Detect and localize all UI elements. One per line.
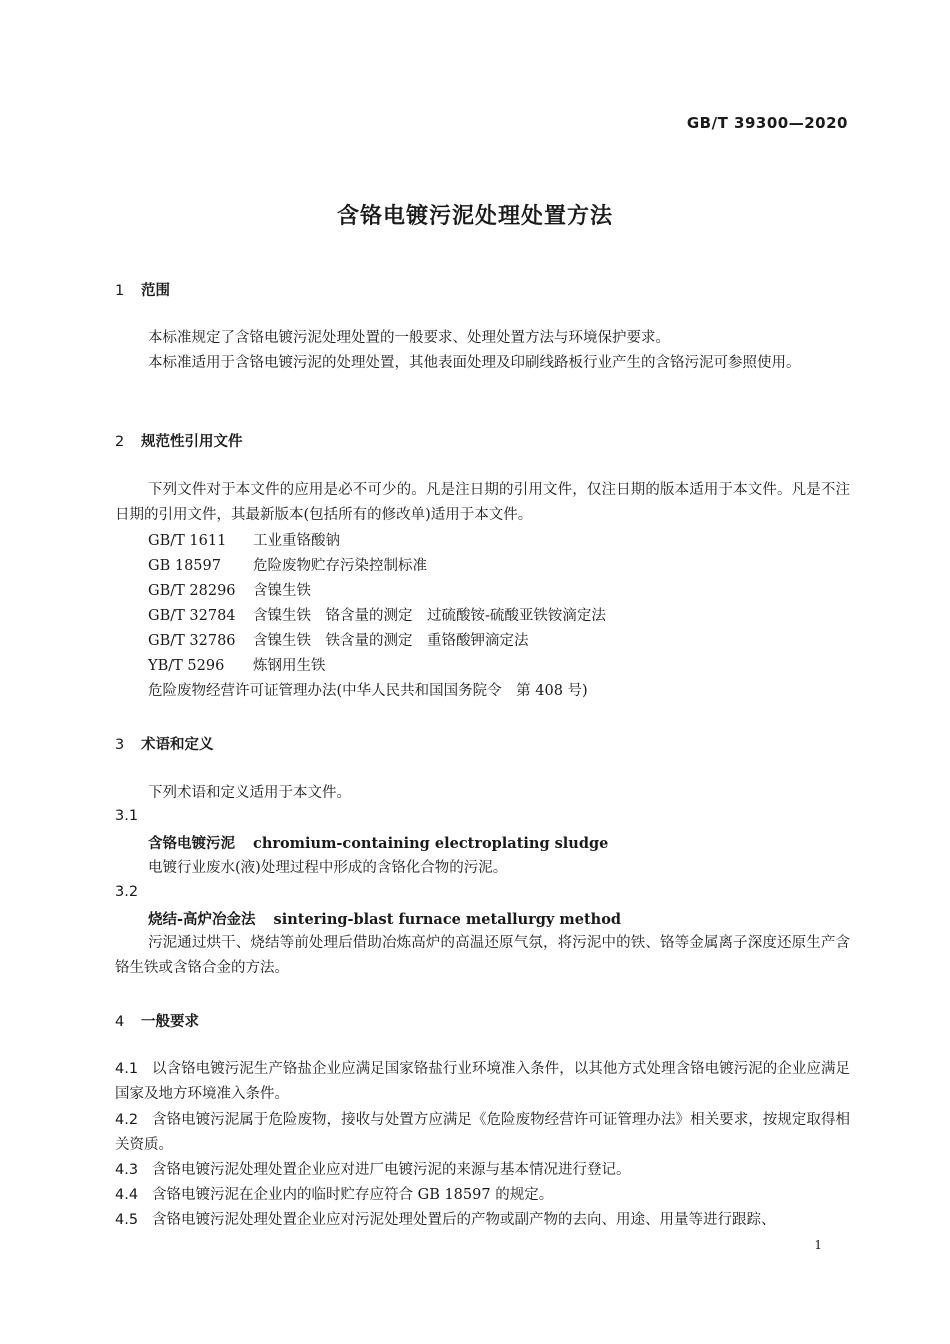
reference-name: 含镍生铁 铬含量的测定 过硫酸铵-硫酸亚铁铵滴定法 xyxy=(253,608,606,624)
reference-item xyxy=(148,529,340,550)
section-4-heading xyxy=(115,1010,199,1031)
term-heading xyxy=(148,832,608,853)
reference-code: GB 18597 xyxy=(148,558,221,574)
reference-code: GB/T 32784 xyxy=(148,608,236,624)
reference-name: 含镍生铁 xyxy=(253,583,311,599)
reference-name: 含镍生铁 铁含量的测定 重铬酸钾滴定法 xyxy=(253,633,529,649)
requirement-number: 4.3 xyxy=(115,1162,139,1178)
term-number: 3.1 xyxy=(115,808,139,824)
requirement-item xyxy=(115,1208,850,1233)
requirement-number: 4.4 xyxy=(115,1187,139,1203)
requirement-item xyxy=(115,1108,850,1158)
requirement-number: 4.5 xyxy=(115,1212,139,1228)
term-definition: 电镀行业废水(液)处理过程中形成的含铬化合物的污泥。 xyxy=(148,860,508,876)
reference-code: YB/T 5296 xyxy=(148,658,225,674)
requirement-text: 含铬电镀污泥处理处置企业应对进厂电镀污泥的来源与基本情况进行登记。 xyxy=(152,1162,631,1178)
requirement-item xyxy=(115,1057,850,1107)
term-heading xyxy=(148,908,621,929)
section-number: 3 xyxy=(115,737,125,753)
reference-name: 工业重铬酸钠 xyxy=(253,533,340,549)
requirement-item xyxy=(115,1183,850,1208)
reference-code: GB/T 1611 xyxy=(148,533,227,549)
term-english: sintering-blast furnace metallurgy method xyxy=(273,911,622,928)
standard-code: GB/T 39300—2020 xyxy=(686,114,848,132)
requirement-text: 以含铬电镀污泥生产铬盐企业应满足国家铬盐行业环境准入条件，以其他方式处理含铬电镀污泥的企业应满足国家及地方环境准入条件。 xyxy=(115,1061,850,1102)
section-number: 2 xyxy=(115,434,125,450)
term-chinese: 烧结-高炉冶金法 xyxy=(148,912,256,928)
term-definition: 污泥通过烘干、烧结等前处理后借助冶炼高炉的高温还原气氛，将污泥中的铁、铬等金属离子深度还原生产含铬生铁或含铬合金的方法。 xyxy=(115,935,850,976)
section-title: 规范性引用文件 xyxy=(141,434,243,450)
reference-code: GB/T 28296 xyxy=(148,583,236,599)
reference-item xyxy=(148,629,529,650)
requirement-text: 含铬电镀污泥在企业内的临时贮存应符合 GB 18597 的规定。 xyxy=(152,1187,554,1203)
section-3-intro: 下列术语和定义适用于本文件。 xyxy=(148,785,351,801)
requirement-number: 4.1 xyxy=(115,1061,139,1077)
term-chinese: 含铬电镀污泥 xyxy=(148,836,235,852)
requirement-number: 4.2 xyxy=(115,1112,139,1128)
document-title: 含铬电镀污泥处理处置方法 xyxy=(336,204,613,229)
section-1-paragraph-2: 本标准适用于含铬电镀污泥的处理处置，其他表面处理及印刷线路板行业产生的含铬污泥可参照使用。 xyxy=(148,355,801,371)
reference-name: 炼钢用生铁 xyxy=(253,658,326,674)
reference-item xyxy=(148,579,311,600)
section-2-heading xyxy=(115,430,243,451)
section-2-intro: 下列文件对于本文件的应用是必不可少的。凡是注日期的引用文件，仅注日期的版本适用于本文件。凡是不注日期的引用文件，其最新版本(包括所有的修改单)适用于本文件。 xyxy=(115,482,850,523)
reference-item xyxy=(148,679,588,700)
section-title: 术语和定义 xyxy=(141,737,214,753)
reference-item xyxy=(148,654,326,675)
section-1-paragraph-1: 本标准规定了含铬电镀污泥处理处置的一般要求、处理处置方法与环境保护要求。 xyxy=(148,330,670,346)
section-number: 4 xyxy=(115,1014,125,1030)
reference-code: GB/T 32786 xyxy=(148,633,236,649)
term-english: chromium-containing electroplating sludge xyxy=(253,835,609,852)
requirement-text: 含铬电镀污泥属于危险废物，接收与处置方应满足《危险废物经营许可证管理办法》相关要求，按规定取得相关资质。 xyxy=(115,1112,850,1153)
reference-name: 危险废物经营许可证管理办法(中华人民共和国国务院令 第 408 号) xyxy=(148,683,588,699)
section-3-heading xyxy=(115,733,214,754)
reference-name: 危险废物贮存污染控制标准 xyxy=(253,558,427,574)
requirement-text: 含铬电镀污泥处理处置企业应对污泥处理处置后的产物或副产物的去向、用途、用量等进行跟踪、 xyxy=(152,1212,776,1228)
requirement-item xyxy=(115,1158,850,1183)
section-title: 一般要求 xyxy=(141,1014,199,1030)
term-number: 3.2 xyxy=(115,884,139,900)
section-1-heading xyxy=(115,279,170,300)
section-number: 1 xyxy=(115,283,125,299)
reference-item xyxy=(148,554,427,575)
section-title: 范围 xyxy=(141,283,170,299)
reference-item xyxy=(148,604,606,625)
page-number: 1 xyxy=(814,1238,822,1252)
